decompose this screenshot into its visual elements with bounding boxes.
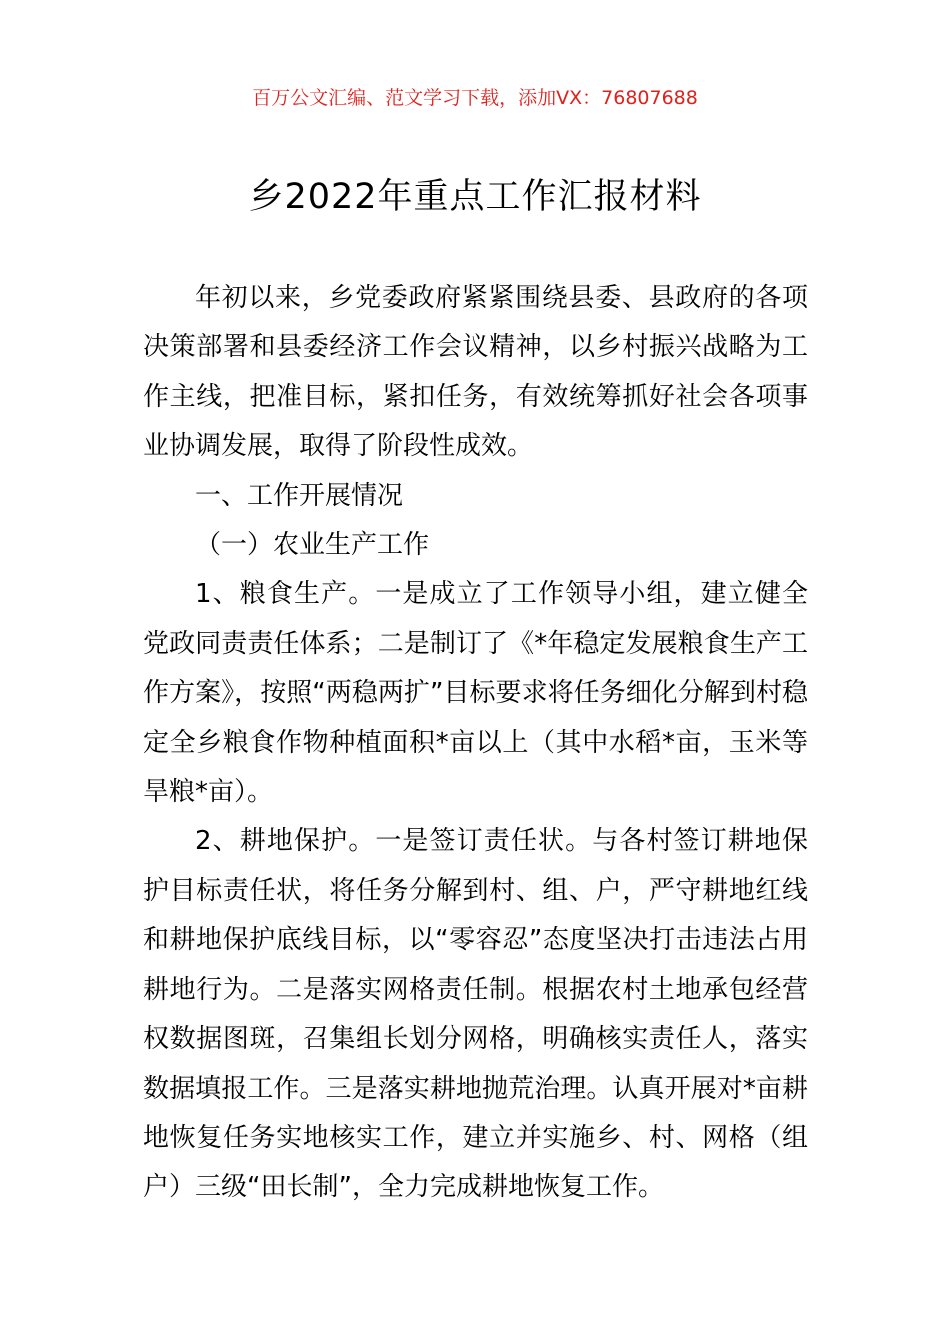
intro-paragraph: 年初以来，乡党委政府紧紧围绕县委、县政府的各项决策部署和县委经济工作会议精神，以乡村振兴战略为工作主线，把准目标，紧扣任务，有效统筹抓好社会各项事业协调发展，取得了阶段性成效。 [143, 283, 808, 462]
subsection-heading: （一）农业生产工作 [195, 530, 430, 561]
document-body [143, 274, 808, 1213]
document-title: 乡2022年重点工作汇报材料 [248, 177, 702, 217]
promo-banner: 百万公文汇编、范文学习下载，添加VX：76807688 [252, 87, 698, 109]
item-grain-production: 1、粮食生产。一是成立了工作领导小组，建立健全党政同责责任体系；二是制订了《*年稳定发展粮食生产工作方案》，按照“两稳两扩”目标要求将任务细化分解到村稳定全乡粮食作物种植面积*亩以上（其中水稻*亩，玉米等旱粮*亩）。 [143, 579, 808, 808]
item-farmland-protection: 2、耕地保护。一是签订责任状。与各村签订耕地保护目标责任状，将任务分解到村、组、户，严守耕地红线和耕地保护底线目标，以“零容忍”态度坚决打击违法占用耕地行为。二是落实网格责任制。根据农村土地承包经营权数据图斑，召集组长划分网格，明确核实责任人，落实数据填报工作。三是落实耕地抛荒治理。认真开展对*亩耕地恢复任务实地核实工作，建立并实施乡、村、网格（组户）三级“田长制”，全力完成耕地恢复工作。 [143, 826, 808, 1203]
section-heading: 一、工作开展情况 [195, 480, 404, 511]
